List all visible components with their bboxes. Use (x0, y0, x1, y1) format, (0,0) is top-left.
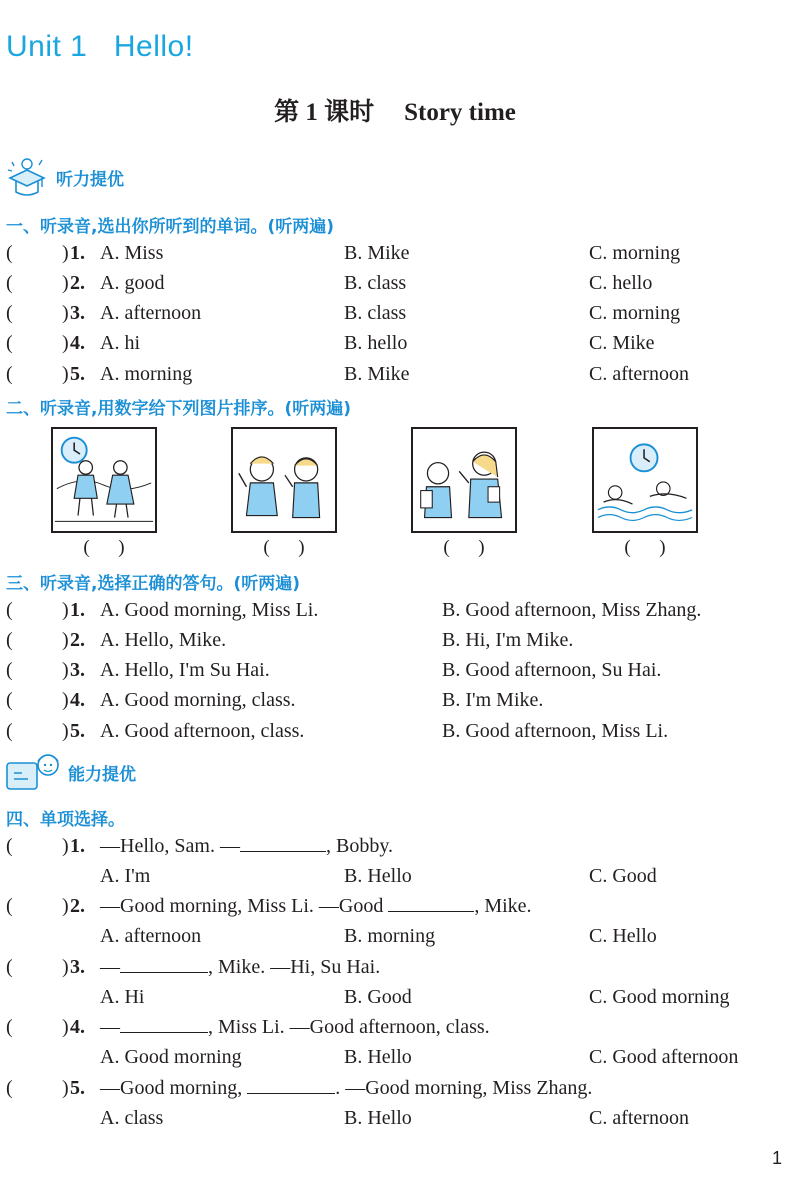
option-a: A. Hello, Mike. (100, 629, 227, 651)
option-c: C. afternoon (589, 363, 689, 385)
picture-3-answer[interactable]: ( ) (443, 537, 485, 558)
option-c: C. afternoon (589, 1107, 689, 1129)
item-number: 2. (70, 629, 85, 651)
question-pre: — (100, 956, 120, 978)
item-number: 5. (70, 720, 85, 742)
option-c: C. Mike (589, 332, 655, 354)
picture-4 (592, 427, 698, 533)
answer-blank[interactable] (6, 655, 13, 685)
option-b: B. Good afternoon, Miss Zhang. (442, 599, 702, 621)
option-a: A. I'm (100, 865, 151, 887)
answer-blank[interactable] (6, 595, 13, 625)
option-a: A. hi (100, 332, 140, 354)
option-b: B. class (344, 272, 407, 294)
q1-row (6, 268, 786, 298)
picture-4-answer[interactable]: ( ) (624, 537, 666, 558)
option-a: A. Hello, I'm Su Hai. (100, 659, 270, 681)
q3-row (6, 625, 786, 655)
answer-blank[interactable] (6, 952, 13, 982)
fill-blank[interactable] (388, 891, 474, 912)
option-a: A. Good morning, Miss Li. (100, 599, 319, 621)
q1-title: 一、听录音,选出你所听到的单词。(听两遍) (6, 217, 334, 237)
q1-row (6, 238, 786, 268)
q4-options (6, 1103, 786, 1133)
option-b: B. morning (344, 925, 436, 947)
q3-row (6, 685, 786, 715)
option-c: C. morning (589, 242, 681, 264)
question-post: , Mike. (474, 895, 532, 917)
answer-blank[interactable] (6, 1012, 13, 1042)
item-number: 3. (70, 302, 85, 324)
answer-blank[interactable] (6, 298, 13, 328)
item-number: 3. (70, 659, 85, 681)
q4-options (6, 982, 786, 1012)
answer-blank[interactable] (6, 359, 13, 389)
item-number: 2. (70, 272, 85, 294)
option-b: B. Hello (344, 1046, 412, 1068)
q4-options (6, 921, 786, 951)
listening-cap-icon (4, 154, 50, 200)
section-listening-label: 听力提优 (56, 169, 124, 190)
option-a: A. Hi (100, 986, 145, 1008)
item-number: 1. (70, 599, 85, 621)
picture-2-answer[interactable]: ( ) (263, 537, 305, 558)
option-a: A. afternoon (100, 302, 202, 324)
option-b: B. Mike (344, 363, 410, 385)
page-number: 1 (771, 1148, 782, 1168)
option-b: B. Hello (344, 1107, 412, 1129)
option-b: B. Good afternoon, Miss Li. (442, 720, 669, 742)
q4-options (6, 861, 786, 891)
q1-row (6, 298, 786, 328)
option-a: A. Good morning (100, 1046, 242, 1068)
lesson-number: 第 1 课时 (274, 99, 375, 126)
section-listening-header (4, 154, 124, 200)
option-b: B. class (344, 302, 407, 324)
question-text (100, 1073, 592, 1103)
picture-1-answer[interactable]: ( ) (83, 537, 125, 558)
boy-teacher-icon (413, 429, 515, 531)
item-number: 4. (70, 689, 85, 711)
question-text (100, 891, 532, 921)
q4-title: 四、单项选择。 (6, 810, 125, 830)
answer-blank[interactable] (6, 716, 13, 746)
q3-row (6, 655, 786, 685)
item-number: 5. (70, 363, 85, 385)
option-a: A. Miss (100, 242, 164, 264)
item-number: 5. (70, 1077, 85, 1099)
question-text (100, 831, 393, 861)
question-post: , Mike. —Hi, Su Hai. (208, 956, 381, 978)
answer-blank[interactable] (6, 685, 13, 715)
answer-blank[interactable] (6, 268, 13, 298)
option-a: A. afternoon (100, 925, 202, 947)
waving-kids-icon (233, 429, 335, 531)
option-c: C. Good afternoon (589, 1046, 739, 1068)
option-b: B. Good afternoon, Su Hai. (442, 659, 662, 681)
q3-row (6, 716, 786, 746)
question-post: . —Good morning, Miss Zhang. (335, 1077, 593, 1099)
q1-row (6, 359, 786, 389)
fill-blank[interactable] (247, 1073, 335, 1094)
section-ability-header (4, 749, 136, 795)
picture-1 (51, 427, 157, 533)
option-c: C. Good (589, 865, 657, 887)
clock-swimming-icon (594, 429, 696, 531)
option-b: B. hello (344, 332, 408, 354)
picture-3 (411, 427, 517, 533)
question-post: , Bobby. (326, 835, 394, 857)
section-ability-label: 能力提优 (68, 764, 136, 785)
option-c: C. Good morning (589, 986, 730, 1008)
q1-row (6, 328, 786, 358)
question-pre: — (100, 1016, 120, 1038)
option-a: A. Good morning, class. (100, 689, 296, 711)
option-b: B. Good (344, 986, 412, 1008)
item-number: 2. (70, 895, 85, 917)
q2-title: 二、听录音,用数字给下列图片排序。(听两遍) (6, 399, 351, 419)
option-b: B. Hi, I'm Mike. (442, 629, 574, 651)
item-number: 4. (70, 1016, 85, 1038)
question-pre: —Good morning, Miss Li. —Good (100, 895, 389, 917)
lesson-title (0, 92, 790, 128)
option-a: A. good (100, 272, 165, 294)
option-b: B. I'm Mike. (442, 689, 544, 711)
question-pre: —Hello, Sam. — (100, 835, 240, 857)
answer-blank[interactable] (6, 328, 13, 358)
question-pre: —Good morning, (100, 1077, 248, 1099)
answer-blank[interactable] (6, 831, 13, 861)
picture-2 (231, 427, 337, 533)
q3-row (6, 595, 786, 625)
q3-title: 三、听录音,选择正确的答句。(听两遍) (6, 574, 300, 594)
unit-title: Unit 1 Hello! (6, 30, 194, 63)
option-c: C. Hello (589, 925, 657, 947)
q4-question (6, 891, 786, 921)
item-number: 1. (70, 835, 85, 857)
q4-question (6, 1073, 786, 1103)
ability-kid-board-icon (4, 749, 62, 795)
item-number: 3. (70, 956, 85, 978)
answer-blank[interactable] (6, 891, 13, 921)
option-b: B. Mike (344, 242, 410, 264)
question-post: , Miss Li. —Good afternoon, class. (208, 1016, 490, 1038)
lesson-name: Story time (404, 99, 516, 126)
question-text (100, 952, 380, 982)
answer-blank[interactable] (6, 625, 13, 655)
q4-question (6, 1012, 786, 1042)
q4-options (6, 1042, 786, 1072)
item-number: 4. (70, 332, 85, 354)
option-b: B. Hello (344, 865, 412, 887)
fill-blank[interactable] (120, 1012, 208, 1033)
option-a: A. class (100, 1107, 164, 1129)
option-c: C. morning (589, 302, 681, 324)
option-c: C. hello (589, 272, 653, 294)
option-a: A. Good afternoon, class. (100, 720, 305, 742)
question-text (100, 1012, 490, 1042)
fill-blank[interactable] (240, 831, 326, 852)
item-number: 1. (70, 242, 85, 264)
clock-walking-icon (53, 429, 155, 531)
q4-question (6, 952, 786, 982)
option-a: A. morning (100, 363, 193, 385)
answer-blank[interactable] (6, 238, 13, 268)
q4-question (6, 831, 786, 861)
fill-blank[interactable] (120, 952, 208, 973)
answer-blank[interactable] (6, 1073, 13, 1103)
